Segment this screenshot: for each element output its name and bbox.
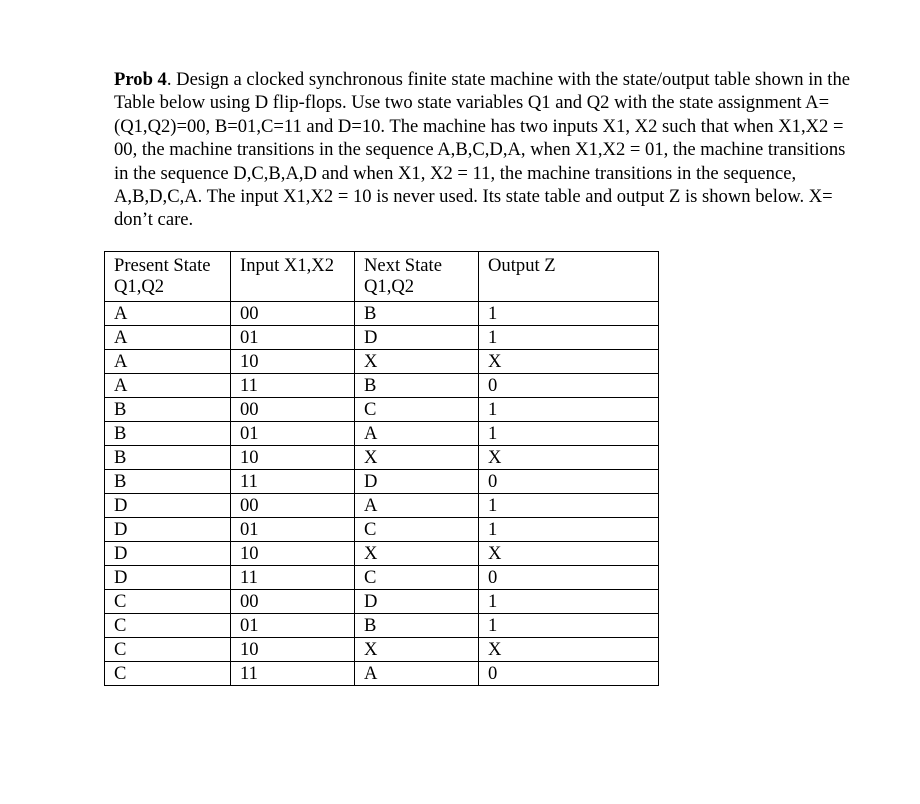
header-output: Output Z (479, 252, 659, 302)
present-state-cell: C (105, 662, 231, 686)
header-input: Input X1,X2 (231, 252, 355, 302)
input-cell: 00 (231, 590, 355, 614)
state-output-table (104, 251, 659, 686)
present-state-cell: B (105, 398, 231, 422)
input-cell: 10 (231, 350, 355, 374)
output-cell: X (479, 542, 659, 566)
output-cell: 1 (479, 614, 659, 638)
table-row (105, 302, 659, 326)
output-cell: 0 (479, 662, 659, 686)
next-state-cell: B (355, 374, 479, 398)
next-state-cell: D (355, 326, 479, 350)
table-row (105, 662, 659, 686)
present-state-cell: A (105, 326, 231, 350)
output-cell: X (479, 446, 659, 470)
present-state-cell: D (105, 494, 231, 518)
next-state-cell: B (355, 302, 479, 326)
present-state-cell: B (105, 470, 231, 494)
present-state-cell: D (105, 542, 231, 566)
table-row (105, 422, 659, 446)
input-cell: 11 (231, 374, 355, 398)
input-cell: 00 (231, 302, 355, 326)
output-cell: 1 (479, 494, 659, 518)
input-cell: 01 (231, 518, 355, 542)
table-row (105, 590, 659, 614)
output-cell: 0 (479, 566, 659, 590)
present-state-cell: A (105, 302, 231, 326)
present-state-cell: C (105, 638, 231, 662)
present-state-cell: B (105, 446, 231, 470)
next-state-cell: X (355, 638, 479, 662)
input-cell: 10 (231, 542, 355, 566)
present-state-cell: D (105, 518, 231, 542)
present-state-cell: A (105, 374, 231, 398)
table-body (105, 302, 659, 686)
table-row (105, 518, 659, 542)
output-cell: 0 (479, 470, 659, 494)
next-state-cell: X (355, 350, 479, 374)
output-cell: 0 (479, 374, 659, 398)
table-header-row (105, 252, 659, 302)
next-state-cell: A (355, 662, 479, 686)
next-state-cell: X (355, 446, 479, 470)
next-state-cell: C (355, 398, 479, 422)
next-state-cell: X (355, 542, 479, 566)
input-cell: 11 (231, 566, 355, 590)
next-state-cell: A (355, 422, 479, 446)
input-cell: 10 (231, 446, 355, 470)
problem-text: . Design a clocked synchronous finite state machine with the state/output table shown in the Table below using D flip-flops. Use two state variables Q1 and Q2 with the state assignment A=(Q1,Q2)=00, B=01,C=11 and D=10. The machine has two inputs X1, X2 such that when X1,X2 = 00, the machine transitions in the sequence A,B,C,D,A, when X1,X2 = 01, the machine transitions in the sequence D,C,B,A,D and when X1, X2 = 11, the machine transitions in the sequence, A,B,D,C,A. The input X1,X2 = 10 is never used. Its state table and output Z is shown below. X= don’t care. (114, 69, 851, 231)
table-row (105, 542, 659, 566)
header-present-state: Present State Q1,Q2 (105, 252, 231, 302)
table-row (105, 494, 659, 518)
input-cell: 11 (231, 662, 355, 686)
next-state-cell: D (355, 470, 479, 494)
input-cell: 11 (231, 470, 355, 494)
next-state-cell: D (355, 590, 479, 614)
next-state-cell: C (355, 518, 479, 542)
input-cell: 00 (231, 398, 355, 422)
header-next-state: Next State Q1,Q2 (355, 252, 479, 302)
input-cell: 10 (231, 638, 355, 662)
output-cell: 1 (479, 518, 659, 542)
output-cell: 1 (479, 590, 659, 614)
table-row (105, 446, 659, 470)
next-state-cell: A (355, 494, 479, 518)
present-state-cell: C (105, 614, 231, 638)
input-cell: 01 (231, 614, 355, 638)
problem-label: Prob 4 (114, 69, 167, 90)
next-state-cell: B (355, 614, 479, 638)
table-row (105, 374, 659, 398)
table-row (105, 350, 659, 374)
input-cell: 01 (231, 422, 355, 446)
table-row (105, 614, 659, 638)
table-row (105, 326, 659, 350)
present-state-cell: D (105, 566, 231, 590)
present-state-cell: A (105, 350, 231, 374)
output-cell: 1 (479, 398, 659, 422)
output-cell: 1 (479, 326, 659, 350)
input-cell: 00 (231, 494, 355, 518)
table-row (105, 566, 659, 590)
output-cell: X (479, 638, 659, 662)
table-row (105, 638, 659, 662)
table-row (105, 470, 659, 494)
output-cell: 1 (479, 302, 659, 326)
output-cell: X (479, 350, 659, 374)
output-cell: 1 (479, 422, 659, 446)
present-state-cell: B (105, 422, 231, 446)
input-cell: 01 (231, 326, 355, 350)
table-row (105, 398, 659, 422)
next-state-cell: C (355, 566, 479, 590)
present-state-cell: C (105, 590, 231, 614)
problem-statement (114, 68, 854, 232)
